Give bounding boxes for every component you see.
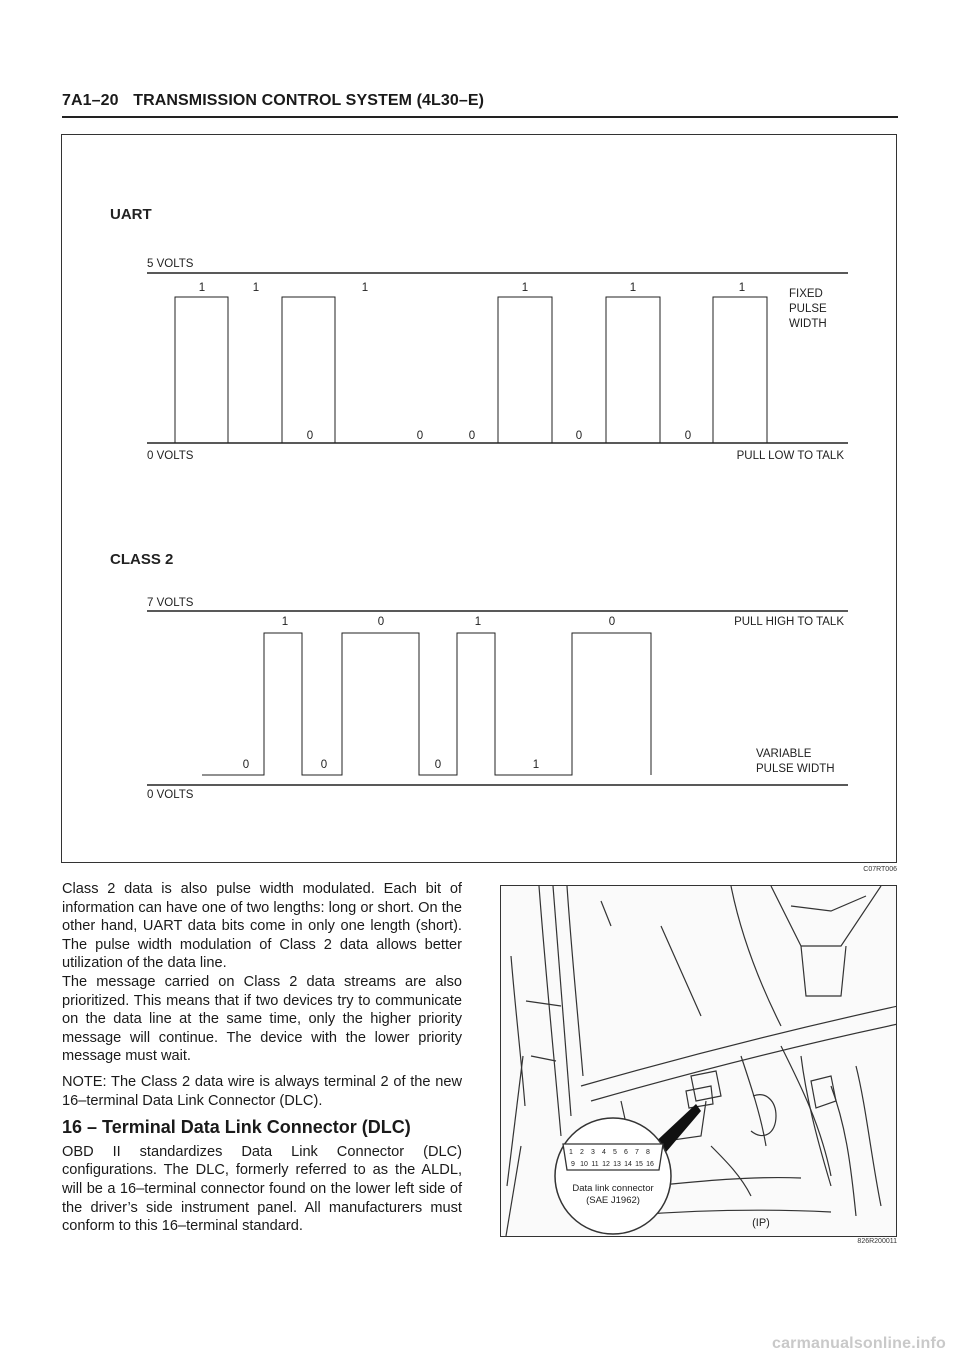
uart-bit-label: 0 [416,430,424,442]
class2-note-line2: PULSE WIDTH [756,763,835,775]
class2-top-label: 7 VOLTS [147,597,194,609]
uart-note-line3: WIDTH [789,318,827,330]
uart-bit-label: 0 [684,430,692,442]
dlc-pin: 8 [646,1149,650,1156]
dlc-illustration [500,885,897,1237]
uart-title: UART [110,206,152,223]
class2-bit-label: 0 [320,759,328,771]
class2-bottom-label: 0 VOLTS [147,789,194,801]
callout-circle [555,1118,671,1234]
dlc-pin: 2 [580,1149,584,1156]
class2-bit-label: 0 [377,616,385,628]
waveform-svg [62,135,898,864]
class2-bit-label: 0 [434,759,442,771]
uart-bottom-note: PULL LOW TO TALK [736,450,844,462]
dlc-pin: 1 [569,1149,573,1156]
header-rule [62,116,898,118]
page-number: 7A1–20 [62,92,119,109]
class2-bit-label: 1 [532,759,540,771]
uart-bit-label: 1 [738,282,746,294]
uart-top-label: 5 VOLTS [147,258,194,270]
dlc-pin: 12 [602,1161,610,1168]
dlc-pin: 14 [624,1161,632,1168]
dlc-illustration-svg [501,886,897,1237]
panel-label: (IP) [752,1217,770,1229]
note-paragraph: NOTE: The Class 2 data wire is always terminal 2 of the new 16–terminal Data Link Connector (DLC). [62,1073,462,1109]
uart-bottom-label: 0 VOLTS [147,450,194,462]
paragraph-pwm: Class 2 data is also pulse width modulated. Each bit of information can have one of two lengths: long or short. On the other hand, UART data bits come in only one length (short). The pulse width modulation of Class 2 data allows better utilization of the data line. [62,881,462,972]
dlc-pin: 5 [613,1149,617,1156]
class2-bit-label: 1 [281,616,289,628]
dlc-pin: 6 [624,1149,628,1156]
callout-label-line2: (SAE J1962) [586,1195,640,1206]
page-header-title: TRANSMISSION CONTROL SYSTEM (4L30–E) [133,92,485,109]
dlc-pin: 10 [580,1161,588,1168]
body-text [62,880,462,1243]
uart-note-line1: FIXED [789,288,823,300]
uart-bit-label: 0 [575,430,583,442]
class2-bit-label: 0 [242,759,250,771]
dlc-pin: 16 [646,1161,654,1168]
waveform-figure [61,134,897,863]
dlc-pin: 13 [613,1161,621,1168]
dlc-pin: 11 [591,1161,599,1168]
dlc-pin: 9 [571,1161,575,1168]
uart-waveform [175,297,767,443]
paragraph-dlc: OBD II standardizes Data Link Connector (DLC) configurations. The DLC, formerly referred to as the ALDL, will be a 16–terminal connector found on the lower left side of the driver’s side instrument panel. All manufacturers must conform to this 16–terminal standard. [62,1143,462,1235]
uart-bit-label: 1 [198,282,206,294]
uart-bit-label: 1 [252,282,260,294]
uart-bit-label: 0 [306,430,314,442]
dlc-pin: 4 [602,1149,606,1156]
dlc-pin: 15 [635,1161,643,1168]
class2-bit-label: 0 [608,616,616,628]
uart-bit-label: 1 [361,282,369,294]
class2-note-line1: VARIABLE [756,748,812,760]
figure1-code: C07RT006 [863,866,897,873]
callout-label-line1: Data link connector [572,1183,654,1194]
section-heading: 16 – Terminal Data Link Connector (DLC) [62,1117,411,1138]
uart-bit-label: 1 [629,282,637,294]
class2-top-note: PULL HIGH TO TALK [734,616,844,628]
uart-bit-label: 1 [521,282,529,294]
class2-bit-label: 1 [474,616,482,628]
footer-watermark: carmanualsonline.info [771,1335,946,1352]
figure2-code: 826R200011 [857,1238,897,1245]
dlc-pin: 7 [635,1149,639,1156]
class2-title: CLASS 2 [110,551,174,568]
uart-bit-label: 0 [468,430,476,442]
class2-bit-labels [243,616,615,771]
paragraph-priority: The message carried on Class 2 data streams are also prioritized. This means that if two devices try to communicate on the data line at the same time, only the higher priority message will continue. The device with the lower priority message must wait. [62,973,462,1065]
page-header [62,92,494,110]
class2-waveform [202,633,651,775]
uart-bit-labels [199,282,745,442]
dlc-pin: 3 [591,1149,595,1156]
uart-note-line2: PULSE [789,303,827,315]
